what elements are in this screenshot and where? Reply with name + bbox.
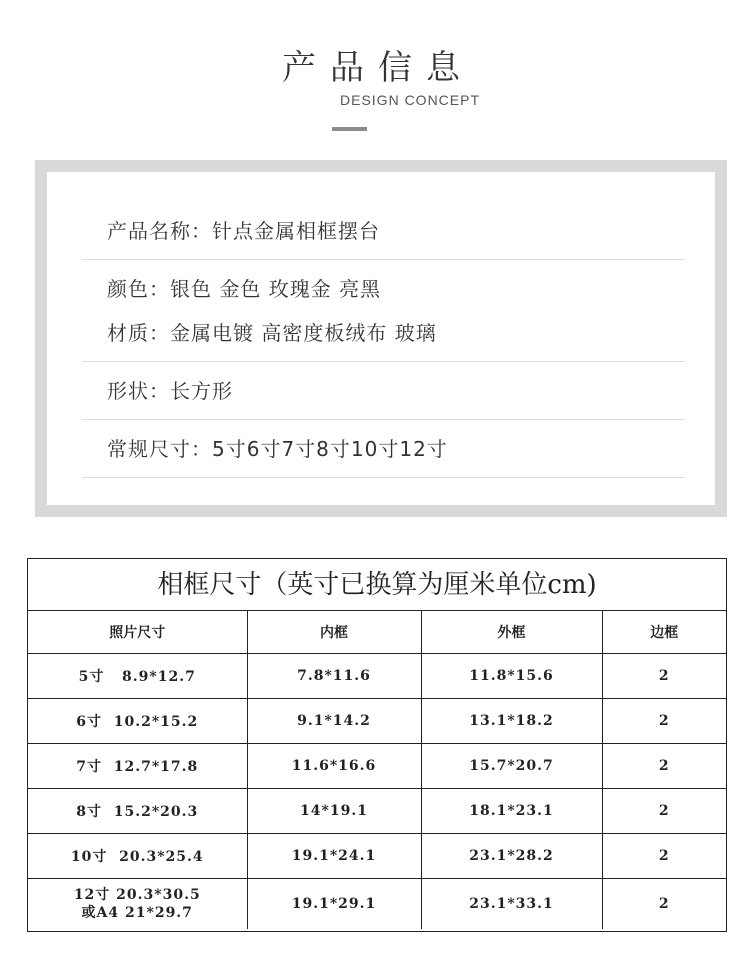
header-photo-size: 照片尺寸 xyxy=(28,611,247,654)
cell-border: 2 xyxy=(602,834,726,879)
cell-outer-frame: 15.7*20.7 xyxy=(421,744,602,789)
table-row xyxy=(28,744,726,789)
cell-inner-frame: 19.1*24.1 xyxy=(247,834,421,879)
cell-outer-frame: 23.1*28.2 xyxy=(421,834,602,879)
cell-inner-frame: 14*19.1 xyxy=(247,789,421,834)
page-subtitle: DESIGN CONCEPT xyxy=(340,92,481,108)
table-row xyxy=(28,834,726,879)
cell-photo-size: 5寸 8.9*12.7 xyxy=(28,654,247,699)
cell-border: 2 xyxy=(602,699,726,744)
cell-inner-frame: 9.1*14.2 xyxy=(247,699,421,744)
header-border: 边框 xyxy=(602,611,726,654)
info-row-color: 颜色：银色 金色 玫瑰金 亮黑 xyxy=(107,277,382,301)
cell-border: 2 xyxy=(602,654,726,699)
section-header xyxy=(0,0,750,140)
cell-photo-size: 8寸 15.2*20.3 xyxy=(28,789,247,834)
info-row-shape: 形状：长方形 xyxy=(82,362,685,420)
cell-outer-frame: 13.1*18.2 xyxy=(421,699,602,744)
photo-size-line-2: 或A4 21*29.7 xyxy=(81,905,193,921)
cell-border: 2 xyxy=(602,789,726,834)
product-info-panel xyxy=(35,160,727,517)
cell-photo-size: 6寸 10.2*15.2 xyxy=(28,699,247,744)
info-row-sizes: 常规尺寸：5寸6寸7寸8寸10寸12寸 xyxy=(82,420,685,478)
cell-photo-size: 7寸 12.7*17.8 xyxy=(28,744,247,789)
table-row xyxy=(28,654,726,699)
table-row xyxy=(28,699,726,744)
table-header-row xyxy=(28,611,726,654)
frame-size-table xyxy=(27,558,727,932)
size-grid xyxy=(28,611,726,929)
cell-border: 2 xyxy=(602,879,726,930)
cell-photo-size xyxy=(28,879,247,930)
cell-photo-size: 10寸 20.3*25.4 xyxy=(28,834,247,879)
title-divider xyxy=(332,127,367,131)
table-title: 相框尺寸（英寸已换算为厘米单位cm) xyxy=(28,559,726,611)
header-inner-frame: 内框 xyxy=(247,611,421,654)
info-row-name: 产品名称：针点金属相框摆台 xyxy=(82,202,685,260)
page-title: 产品信息 xyxy=(282,48,474,88)
photo-size-line-1: 12寸 20.3*30.5 xyxy=(73,887,201,903)
table-row xyxy=(28,879,726,930)
cell-outer-frame: 23.1*33.1 xyxy=(421,879,602,930)
cell-outer-frame: 18.1*23.1 xyxy=(421,789,602,834)
cell-inner-frame: 7.8*11.6 xyxy=(247,654,421,699)
cell-inner-frame: 11.6*16.6 xyxy=(247,744,421,789)
table-row xyxy=(28,789,726,834)
header-outer-frame: 外框 xyxy=(421,611,602,654)
product-info-inner xyxy=(47,172,715,505)
cell-border: 2 xyxy=(602,744,726,789)
cell-inner-frame: 19.1*29.1 xyxy=(247,879,421,930)
cell-outer-frame: 11.8*15.6 xyxy=(421,654,602,699)
info-row-material: 材质：金属电镀 高密度板绒布 玻璃 xyxy=(82,304,685,362)
